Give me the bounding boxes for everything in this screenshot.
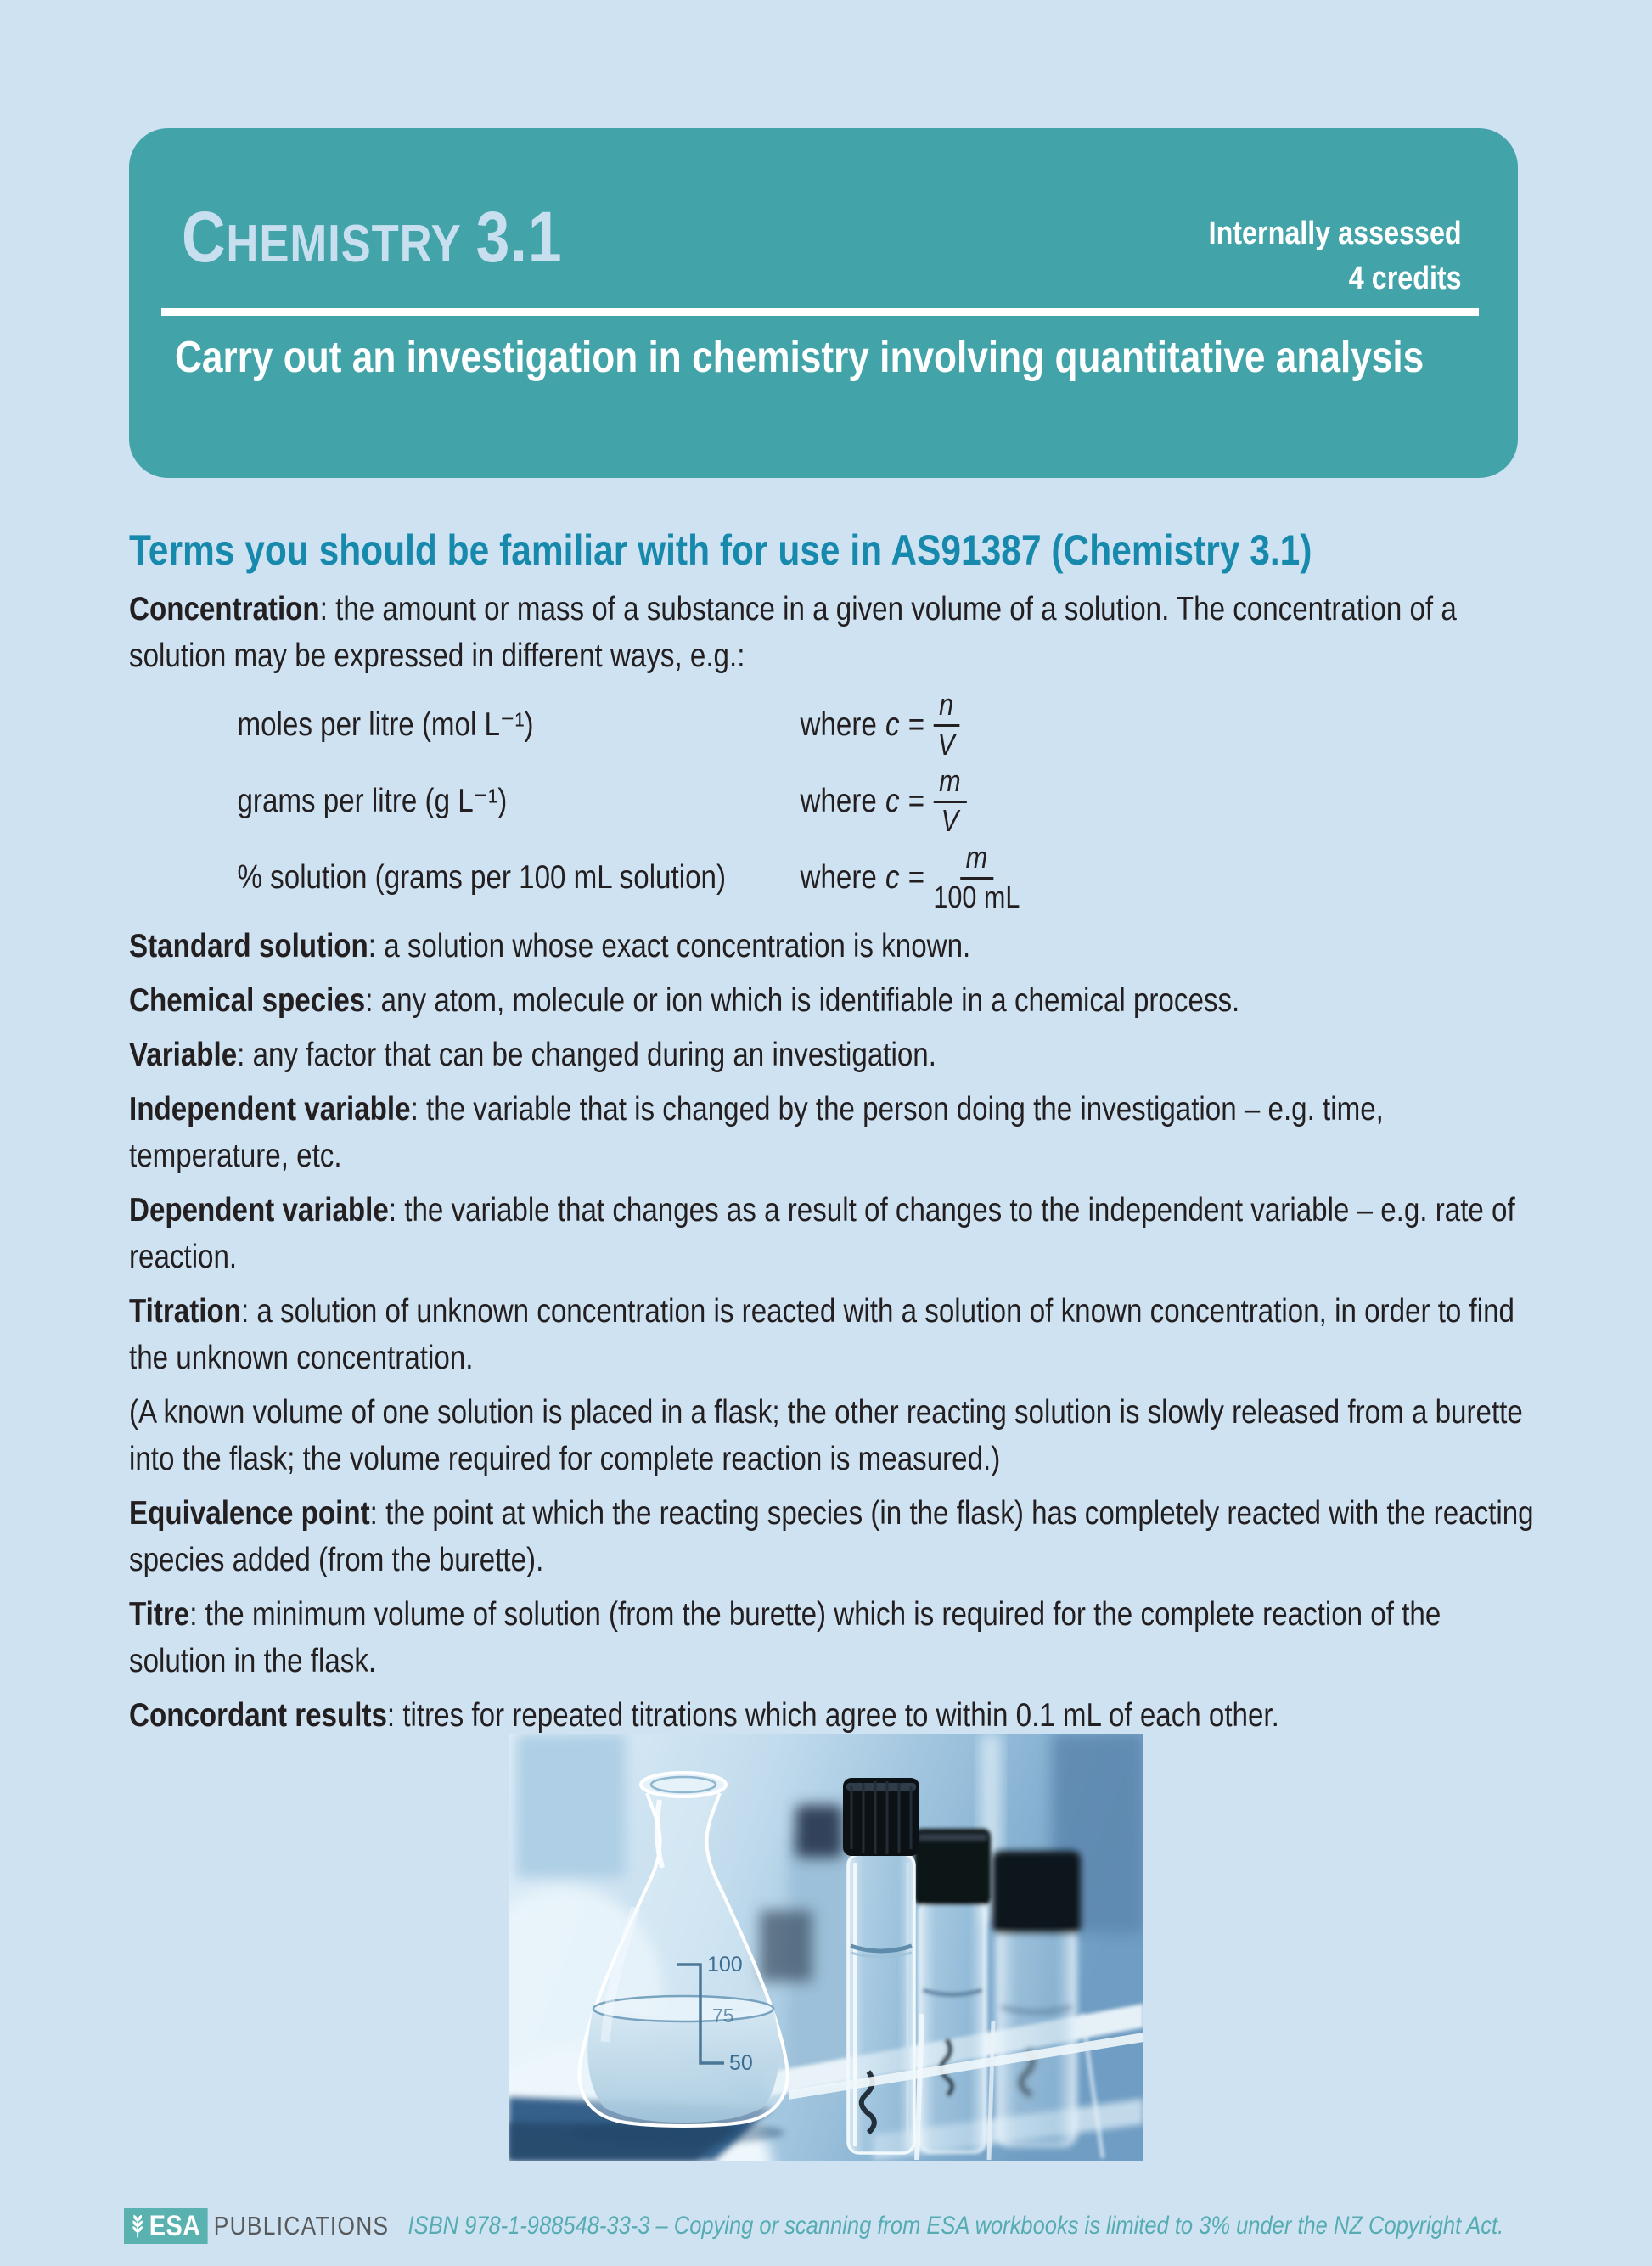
titration-note — [129, 1389, 1538, 1482]
equals-sign: = — [907, 782, 925, 819]
term-text: : the point at which the reacting species (in the flask) has completely reacted with the reacting species added (from the burette). — [129, 1494, 1534, 1578]
term-text: : any atom, molecule or ion which is identifiable in a chemical process. — [365, 981, 1240, 1019]
symbol-c: c — [885, 858, 900, 896]
term-label: Equivalence point — [129, 1494, 370, 1532]
terms-section — [129, 528, 1538, 1746]
denominator: V — [937, 727, 955, 762]
equals-sign: = — [907, 858, 925, 896]
assessment-info — [1209, 211, 1462, 301]
esa-logo-text: ESA — [149, 2209, 201, 2242]
term-text: : the variable that changes as a result of changes to the independent variable – e.g. rate of reaction. — [129, 1191, 1515, 1275]
term-label: Concordant results — [129, 1696, 387, 1734]
formula-label: grams per litre (g L⁻¹) — [237, 783, 508, 820]
where-word: where — [800, 858, 877, 896]
sample-vial — [914, 1829, 991, 2152]
term-text: : a solution of unknown concentration is reacted with a solution of known concentration, in order to find the unknown concentration. — [129, 1292, 1515, 1376]
formula-row-percent-solution — [129, 840, 1538, 916]
fraction — [933, 763, 966, 840]
title-caps: HEMISTRY — [226, 215, 462, 273]
definition-titration — [129, 1288, 1538, 1381]
definition-concordant-results — [129, 1692, 1538, 1739]
header-divider — [161, 308, 1479, 316]
graduation-label: 75 — [712, 2005, 734, 2027]
symbol-c: c — [885, 782, 900, 819]
term-label: Chemical species — [129, 981, 366, 1019]
assessment-type: Internally assessed — [1208, 216, 1462, 251]
formula-label: % solution (grams per 100 mL solution) — [237, 858, 726, 896]
standard-description: Carry out an investigation in chemistry involving quantitative analysis — [175, 333, 1424, 382]
numerator: n — [933, 687, 959, 727]
definition-equivalence-point — [129, 1490, 1538, 1583]
concentration-formulas — [129, 687, 1538, 916]
fraction — [933, 840, 1020, 916]
background-bottle-cap — [795, 1805, 843, 1858]
esa-leaf-icon — [130, 2213, 146, 2239]
term-text: : the variable that is changed by the person doing the investigation – e.g. time, temperature, etc. — [129, 1090, 1384, 1174]
where-word: where — [800, 782, 877, 819]
term-text: (A known volume of one solution is placed in a flask; the other reacting solution is slowly released from a burette into the flask; the volume required for complete reaction is measured.) — [129, 1393, 1523, 1477]
graduation-label: 100 — [707, 1953, 743, 1976]
liquid-surface — [593, 1996, 773, 2021]
definition-chemical-species — [129, 977, 1538, 1024]
numerator: m — [933, 763, 966, 803]
formula-expression — [801, 763, 967, 840]
formula-expression — [801, 840, 1020, 916]
section-heading: Terms you should be familiar with for use in AS91387 (Chemistry 3.1) — [129, 526, 1312, 574]
where-word: where — [800, 706, 877, 743]
title-initial: C — [182, 197, 227, 277]
lab-glassware-photo — [509, 1734, 1143, 2161]
term-label: Concentration — [129, 591, 320, 627]
term-label: Dependent variable — [129, 1191, 389, 1229]
page-footer — [124, 2208, 1503, 2244]
denominator: 100 mL — [933, 880, 1020, 915]
definition-standard-solution — [129, 923, 1538, 970]
definition-dependent-variable — [129, 1187, 1538, 1280]
isbn-copyright-notice: ISBN 978-1-988548-33-3 – Copying or scanning from ESA workbooks is limited to 3% under the NZ Copyright Act. — [407, 2212, 1504, 2240]
equals-sign: = — [907, 706, 925, 743]
glassware-illustration — [509, 1734, 1143, 2161]
sample-vial — [843, 1778, 919, 2153]
esa-logo — [124, 2208, 208, 2244]
term-label: Standard solution — [129, 927, 368, 964]
term-text: : a solution whose exact concentration is known. — [368, 927, 971, 964]
definition-concentration — [129, 586, 1538, 679]
term-text: : the amount or mass of a substance in a given volume of a solution. The concentration of a solution may be expressed in different ways, e.g.: — [129, 591, 1457, 674]
definition-independent-variable — [129, 1086, 1538, 1179]
sample-vial — [992, 1851, 1081, 2145]
credits: 4 credits — [1349, 261, 1462, 296]
formula-row-grams-per-litre — [129, 763, 1538, 840]
definition-titre — [129, 1591, 1538, 1684]
term-label: Titre — [129, 1595, 190, 1633]
term-label: Independent variable — [129, 1090, 411, 1127]
formula-expression — [801, 687, 959, 763]
term-label: Titration — [129, 1292, 241, 1330]
formula-row-moles-per-litre — [129, 687, 1538, 763]
definition-variable — [129, 1032, 1538, 1078]
term-text: : the minimum volume of solution (from the burette) which is required for the complete reaction of the solution in the flask. — [129, 1595, 1441, 1679]
page-title — [182, 197, 563, 277]
symbol-c: c — [885, 706, 900, 743]
achievement-standard-header — [129, 128, 1518, 478]
numerator: m — [960, 840, 993, 880]
term-label: Variable — [129, 1036, 238, 1073]
background-shape — [515, 1734, 626, 1878]
title-number: 3.1 — [475, 197, 563, 277]
background-bottle-cap — [760, 1910, 812, 1982]
graduation-label: 50 — [729, 2051, 753, 2075]
fraction — [933, 687, 959, 763]
denominator: V — [941, 803, 959, 839]
publisher-name: PUBLICATIONS — [213, 2211, 390, 2241]
term-text: : any factor that can be changed during an investigation. — [237, 1036, 936, 1073]
formula-label: moles per litre (mol L⁻¹) — [237, 706, 534, 744]
term-text: : titres for repeated titrations which agree to within 0.1 mL of each other. — [386, 1696, 1279, 1734]
